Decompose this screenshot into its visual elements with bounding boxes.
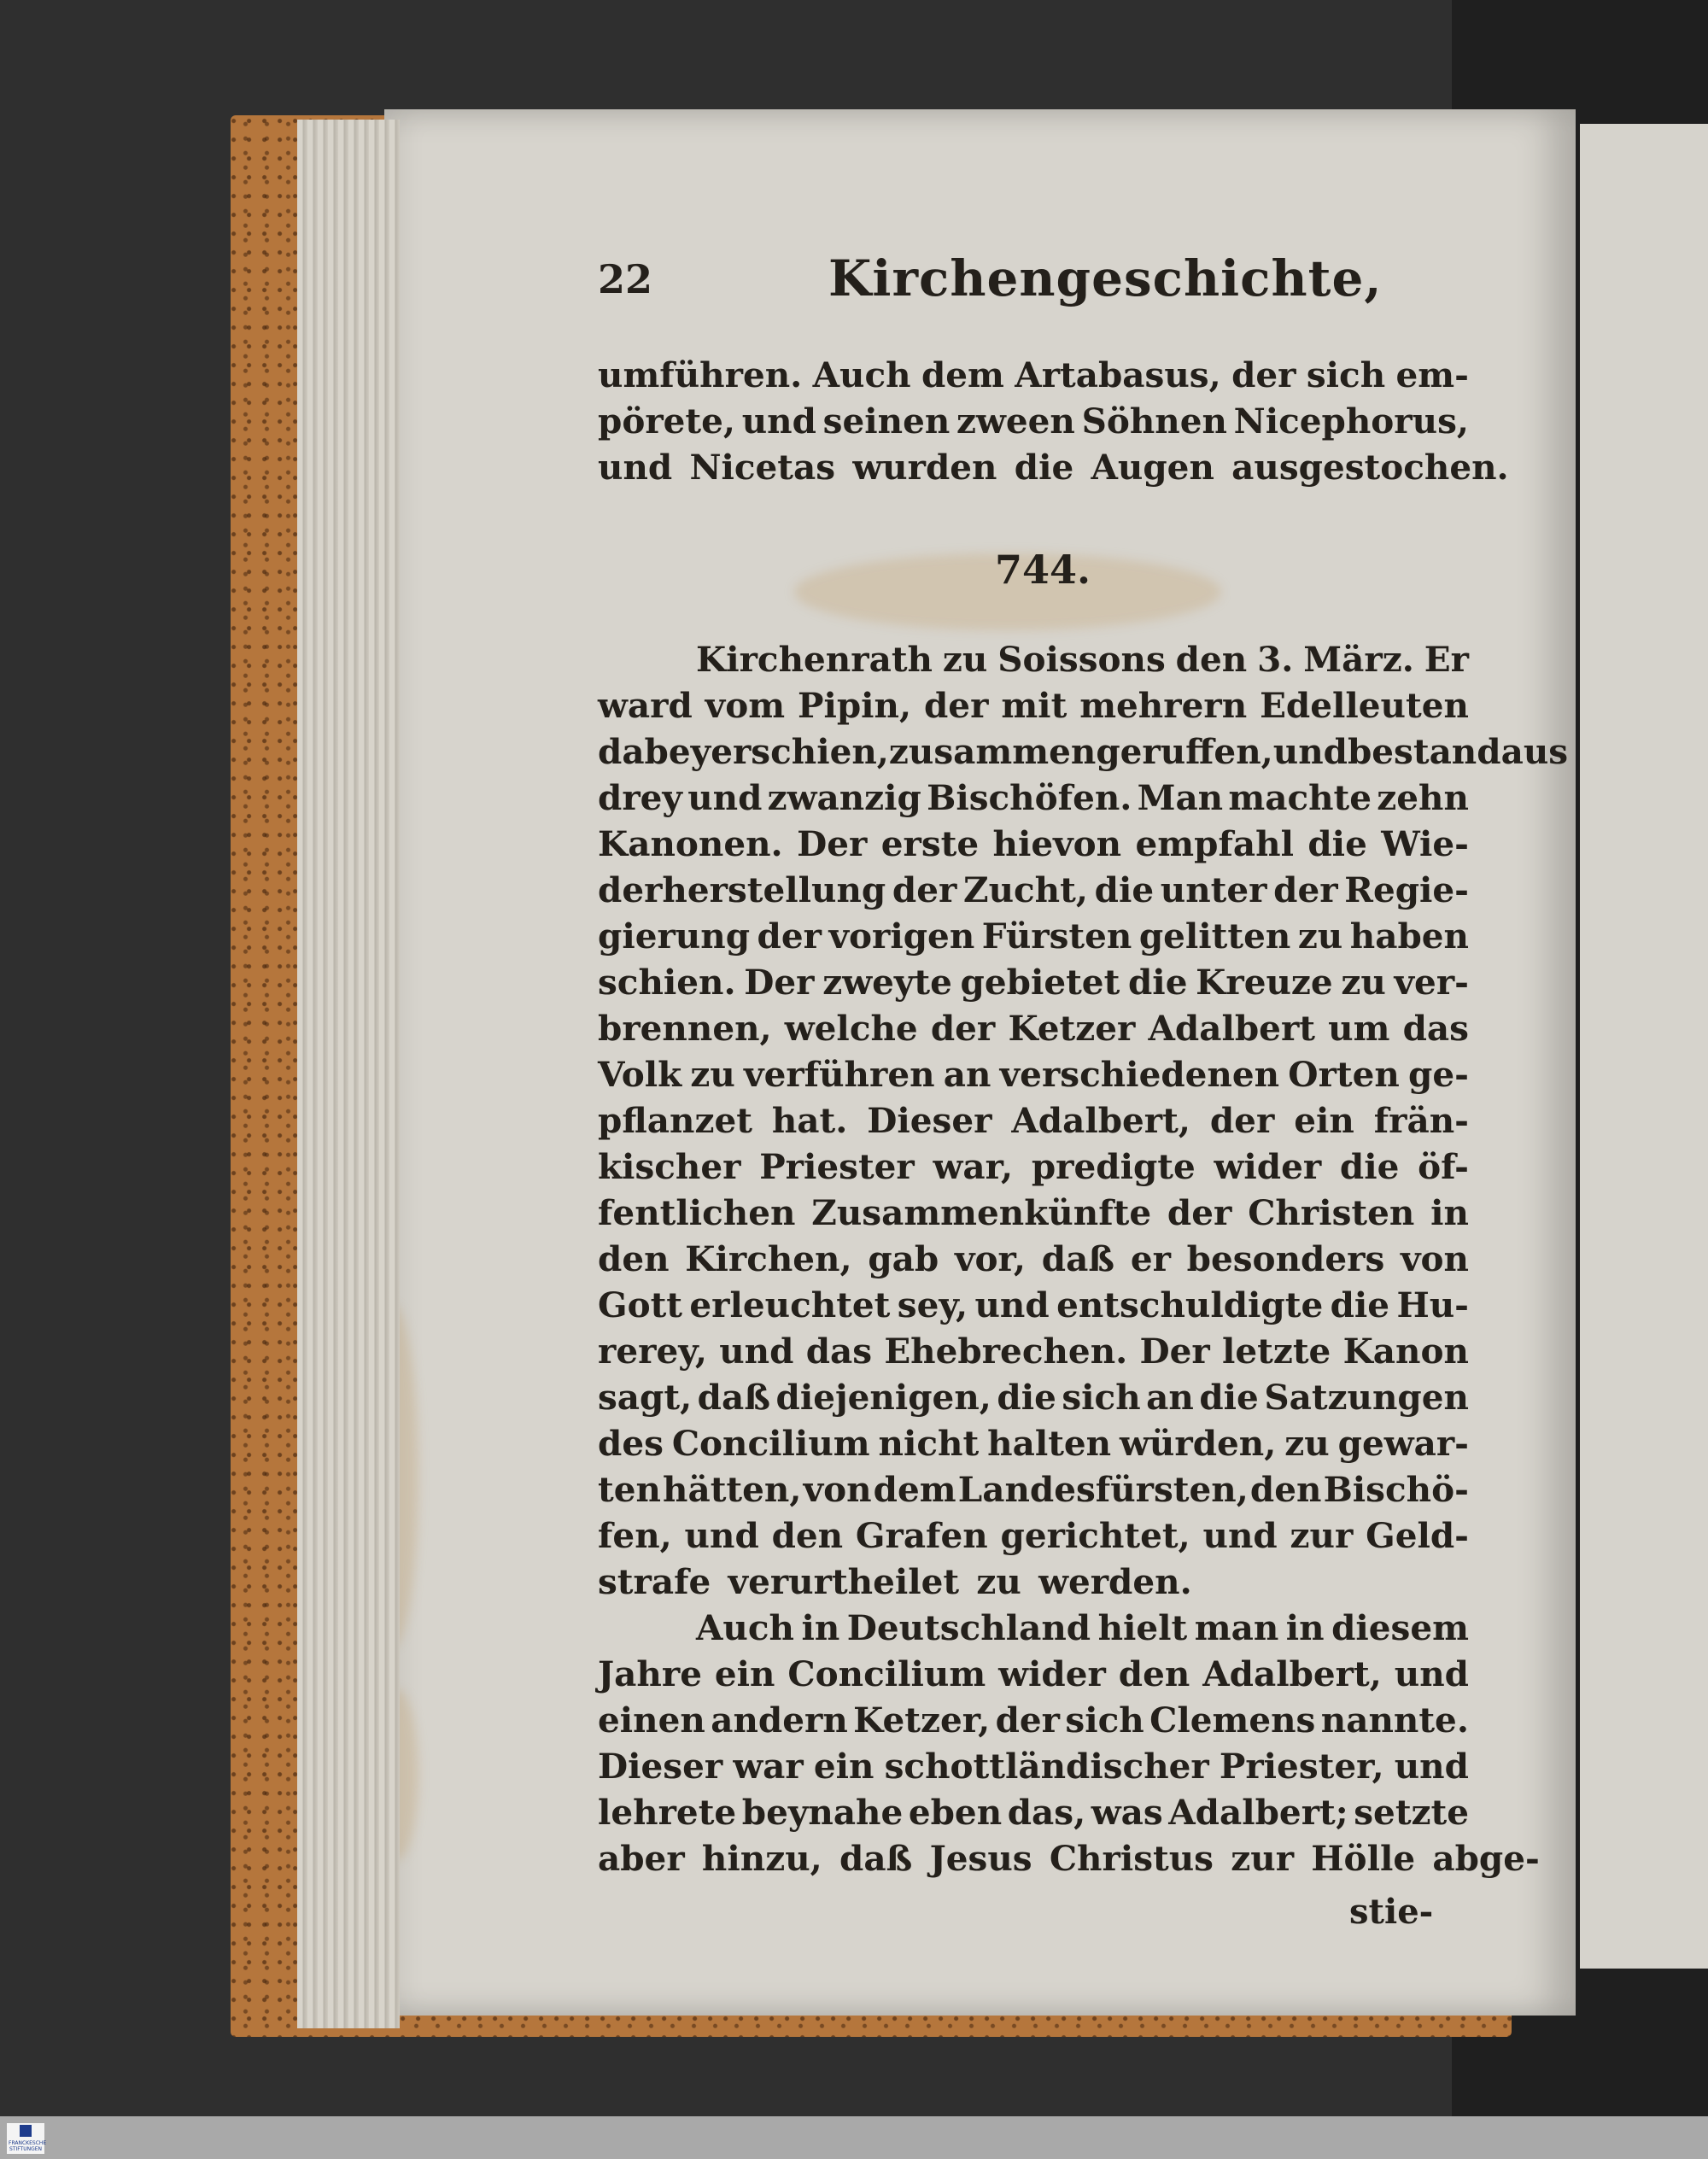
text-line (598, 1605, 1469, 1651)
text-line (598, 1374, 1469, 1420)
text-line (598, 1328, 1469, 1374)
word: Grafen (855, 1515, 988, 1556)
word: ein (714, 1653, 775, 1694)
word: Kanonen. (598, 823, 783, 864)
word: die (1127, 962, 1188, 1003)
text-line (598, 352, 1469, 398)
word: Dieser (598, 1746, 723, 1787)
word: und (684, 1515, 759, 1556)
page-header (598, 249, 1469, 316)
word: Adalbert, (1011, 1100, 1190, 1141)
word: März. (1303, 639, 1414, 680)
word: daß (697, 1377, 771, 1418)
intro-paragraph (598, 352, 1509, 490)
word: seinen (822, 401, 951, 442)
word: Augen (1091, 447, 1214, 488)
text-line (598, 959, 1469, 1005)
word: abge- (1432, 1838, 1540, 1879)
word: wurden (852, 447, 997, 488)
text-line (598, 1651, 1469, 1697)
word: hätten, (663, 1469, 802, 1510)
word: Der (1139, 1331, 1210, 1372)
word: zu (1341, 962, 1386, 1003)
word: und (1394, 1746, 1469, 1787)
text-line (598, 636, 1469, 682)
word: Deutschland (846, 1607, 1091, 1648)
text-line (598, 775, 1469, 821)
text-line (598, 1190, 1469, 1236)
logo-icon (20, 2125, 32, 2137)
word: empfahl (1135, 823, 1294, 864)
word: sey, (897, 1284, 968, 1325)
text-line (598, 444, 1509, 490)
word: einen (598, 1700, 705, 1741)
word: fen, (598, 1515, 672, 1556)
word: vorigen (828, 916, 975, 957)
word: nannte. (1320, 1700, 1469, 1741)
word: ein (813, 1746, 874, 1787)
word: Jesus (929, 1838, 1032, 1879)
word: an (1146, 1377, 1194, 1418)
text-line (598, 1512, 1469, 1559)
word: der (757, 916, 822, 957)
text-line (598, 728, 1569, 775)
word: zu (690, 1054, 735, 1095)
word: in (1430, 1192, 1469, 1233)
word: Auch (696, 1607, 794, 1648)
text-line (598, 1144, 1469, 1190)
word: Er (1424, 639, 1469, 680)
word: zu (1297, 916, 1343, 957)
word: wider (1214, 1146, 1322, 1187)
word: Satzungen (1264, 1377, 1469, 1418)
word: Man (1137, 777, 1224, 818)
word: und (1272, 731, 1348, 772)
word: was (1091, 1792, 1163, 1833)
word: unter (1160, 869, 1267, 910)
word: Priester (759, 1146, 915, 1187)
word: erschien, (711, 731, 889, 772)
word: Zucht, (963, 869, 1088, 910)
text-line (598, 1051, 1469, 1097)
word: das, (1007, 1792, 1086, 1833)
word: der (1167, 1192, 1232, 1233)
word: Artabasus, (1015, 354, 1221, 395)
word: gab (868, 1238, 939, 1279)
catchword: stie- (1349, 1892, 1434, 1932)
word: der (1273, 869, 1338, 910)
text-line (598, 398, 1469, 444)
word: der (995, 1700, 1061, 1741)
word: bestand (1347, 731, 1501, 772)
word: Auch (812, 354, 911, 395)
word: Concilium (787, 1653, 986, 1694)
word: zur (1231, 1838, 1295, 1879)
word: den (1249, 1469, 1322, 1510)
word: hielt (1097, 1607, 1188, 1648)
word: Kreuze (1196, 962, 1333, 1003)
word: em- (1395, 354, 1469, 395)
viewer-footer (0, 2116, 1708, 2159)
word: zu (976, 1561, 1021, 1602)
word: zu (942, 639, 988, 680)
word: werden. (1038, 1561, 1192, 1602)
word: Gott (598, 1284, 683, 1325)
text-line (598, 1420, 1469, 1466)
word: den (598, 1238, 670, 1279)
word: Orten (1288, 1054, 1400, 1095)
word: zehn (1377, 777, 1469, 818)
word: vom (705, 685, 786, 726)
word: die (1339, 1146, 1400, 1187)
word: ten (598, 1469, 661, 1510)
word: ver- (1394, 962, 1469, 1003)
word: umführen. (598, 354, 803, 395)
word: eben (908, 1792, 1003, 1833)
word: Kirchen, (685, 1238, 852, 1279)
word: Söhnen (1081, 401, 1227, 442)
word: schien. (598, 962, 736, 1003)
word: verschiedenen (999, 1054, 1280, 1095)
text-line (598, 1743, 1469, 1789)
word: nicht (878, 1423, 980, 1464)
word: von (803, 1469, 872, 1510)
page-edges (297, 120, 400, 2028)
word: predigte (1031, 1146, 1196, 1187)
word: zweyte (822, 962, 952, 1003)
word: Wie- (1381, 823, 1469, 864)
word: sich (1306, 354, 1386, 395)
word: setzte (1354, 1792, 1469, 1833)
word: und (741, 401, 816, 442)
word: entschuldigte (1056, 1284, 1324, 1325)
word: Nicetas (689, 447, 836, 488)
word: den (771, 1515, 844, 1556)
word: fentlichen (598, 1192, 796, 1233)
text-line (598, 913, 1469, 959)
text-line (598, 1697, 1469, 1743)
word: von (1400, 1238, 1469, 1279)
text-line (598, 1282, 1469, 1328)
word: schottländischer (884, 1746, 1209, 1787)
word: war (733, 1746, 804, 1787)
word: drey (598, 777, 682, 818)
word: Zusammenkünfte (811, 1192, 1152, 1233)
word: derherstellung (598, 869, 886, 910)
word: Ketzer, (853, 1700, 991, 1741)
word: erleuchtet (689, 1284, 891, 1325)
word: Ketzer (1008, 1008, 1136, 1049)
word: Hu- (1396, 1284, 1469, 1325)
word: daß (839, 1838, 913, 1879)
text-line (598, 1466, 1469, 1512)
word: ein (1294, 1100, 1354, 1141)
word: sagt, (598, 1377, 693, 1418)
word: Bischö- (1323, 1469, 1469, 1510)
word: Kanon (1342, 1331, 1469, 1372)
facing-page-edge (1580, 124, 1708, 1969)
word: haben (1349, 916, 1469, 957)
word: machte (1228, 777, 1372, 818)
word: sich (1062, 1377, 1141, 1418)
word: halten (987, 1423, 1112, 1464)
word: ward (598, 685, 693, 726)
word: Pipin, (797, 685, 912, 726)
main-text (598, 636, 1569, 1881)
word: Soissons (997, 639, 1166, 680)
text-line (598, 1559, 1469, 1605)
word: in (1285, 1607, 1325, 1648)
word: verführen (744, 1054, 935, 1095)
word: Jahre (598, 1653, 702, 1694)
word: 3. (1257, 639, 1294, 680)
word: mehrern (1079, 685, 1248, 726)
text-line (598, 1236, 1469, 1282)
word: gerichtet, (1000, 1515, 1190, 1556)
word: Adalbert, (1202, 1653, 1382, 1694)
page-number: 22 (598, 256, 653, 302)
word: den (1175, 639, 1248, 680)
text-line (598, 1789, 1469, 1835)
institution-logo (7, 2123, 47, 2154)
word: Kirchenrath (696, 639, 933, 680)
word: die (997, 1377, 1056, 1418)
word: die (1330, 1284, 1390, 1325)
word: Edelleuten (1260, 685, 1469, 726)
word: die (1094, 869, 1155, 910)
word: und (598, 447, 673, 488)
word: Der (744, 962, 815, 1003)
word: hat. (771, 1100, 848, 1141)
word: Fürsten (981, 916, 1132, 957)
word: dem (921, 354, 1004, 395)
word: erste (880, 823, 980, 864)
text-line (598, 867, 1469, 913)
word: die (1307, 823, 1367, 864)
word: welche (784, 1008, 918, 1049)
word: zween (956, 401, 1075, 442)
year-heading: 744. (995, 547, 1091, 593)
word: der (930, 1008, 996, 1049)
word: gebietet (960, 962, 1120, 1003)
word: Nicephorus, (1233, 401, 1469, 442)
word: gelitten (1138, 916, 1291, 957)
word: der (923, 685, 989, 726)
word: kischer (598, 1146, 741, 1187)
word: dem (873, 1469, 956, 1510)
logo-text: FRANCKESCHE STIFTUNGEN (9, 2140, 47, 2152)
word: Christus (1049, 1838, 1214, 1879)
word: Landesfürsten, (957, 1469, 1249, 1510)
word: zu (1284, 1423, 1330, 1464)
word: den (1118, 1653, 1190, 1694)
word: gierung (598, 916, 751, 957)
word: öf- (1418, 1146, 1469, 1187)
word: der (1231, 354, 1296, 395)
word: aus (1500, 731, 1569, 772)
word: brennen, (598, 1008, 772, 1049)
word: wider (998, 1653, 1106, 1694)
word: strafe (598, 1561, 711, 1602)
text-line (598, 1005, 1469, 1051)
word: Ehebrechen. (884, 1331, 1128, 1372)
word: Adalbert (1148, 1008, 1315, 1049)
word: diejenigen, (775, 1377, 991, 1418)
word: ausgestochen. (1231, 447, 1509, 488)
word: zusammengeruffen, (888, 731, 1273, 772)
word: gewar- (1337, 1423, 1469, 1464)
word: war, (933, 1146, 1014, 1187)
text-line (598, 1835, 1540, 1881)
word: Dieser (867, 1100, 992, 1141)
word: in (801, 1607, 840, 1648)
word: Volk (598, 1054, 682, 1095)
running-head: Kirchengeschichte, (828, 249, 1383, 307)
word: man (1194, 1607, 1279, 1648)
word: Regie- (1344, 869, 1469, 910)
word: an (943, 1054, 991, 1095)
word: und (974, 1284, 1050, 1325)
word: besonders (1186, 1238, 1385, 1279)
word: hievon (992, 823, 1122, 864)
word: Geld- (1366, 1515, 1469, 1556)
word: sich (1065, 1700, 1144, 1741)
word: dabey (598, 731, 711, 772)
word: vor, (954, 1238, 1027, 1279)
word: Adalbert; (1168, 1792, 1348, 1833)
word: und (687, 777, 763, 818)
word: der (892, 869, 957, 910)
word: diesem (1331, 1607, 1469, 1648)
word: um (1328, 1008, 1390, 1049)
word: der (1209, 1100, 1275, 1141)
text-line (598, 682, 1469, 728)
word: und (719, 1331, 794, 1372)
word: daß (1041, 1238, 1115, 1279)
word: hinzu, (701, 1838, 822, 1879)
word: Concilium (671, 1423, 870, 1464)
word: rerey, (598, 1331, 707, 1372)
word: letzte (1221, 1331, 1331, 1372)
word: Clemens (1149, 1700, 1316, 1741)
word: das (1402, 1008, 1469, 1049)
word: und (1394, 1653, 1469, 1694)
word: die (1199, 1377, 1259, 1418)
word: Christen (1248, 1192, 1415, 1233)
word: würden, (1120, 1423, 1277, 1464)
word: das (805, 1331, 873, 1372)
word: Bischöfen. (927, 777, 1132, 818)
word: des (598, 1423, 664, 1464)
text-line (598, 821, 1469, 867)
word: Der (797, 823, 868, 864)
word: lehrete (598, 1792, 737, 1833)
word: Hölle (1311, 1838, 1416, 1879)
word: pflanzet (598, 1100, 752, 1141)
word: Priester, (1219, 1746, 1384, 1787)
word: frän- (1373, 1100, 1469, 1141)
text-line (598, 1097, 1469, 1144)
word: zwanzig (767, 777, 921, 818)
word: verurtheilet (728, 1561, 960, 1602)
word: zur (1290, 1515, 1354, 1556)
word: pörete, (598, 401, 736, 442)
word: er (1130, 1238, 1171, 1279)
word: aber (598, 1838, 685, 1879)
word: beynahe (741, 1792, 904, 1833)
word: die (1014, 447, 1074, 488)
word: ge- (1408, 1054, 1469, 1095)
word: und (1202, 1515, 1278, 1556)
word: andern (711, 1700, 848, 1741)
word: mit (1001, 685, 1068, 726)
